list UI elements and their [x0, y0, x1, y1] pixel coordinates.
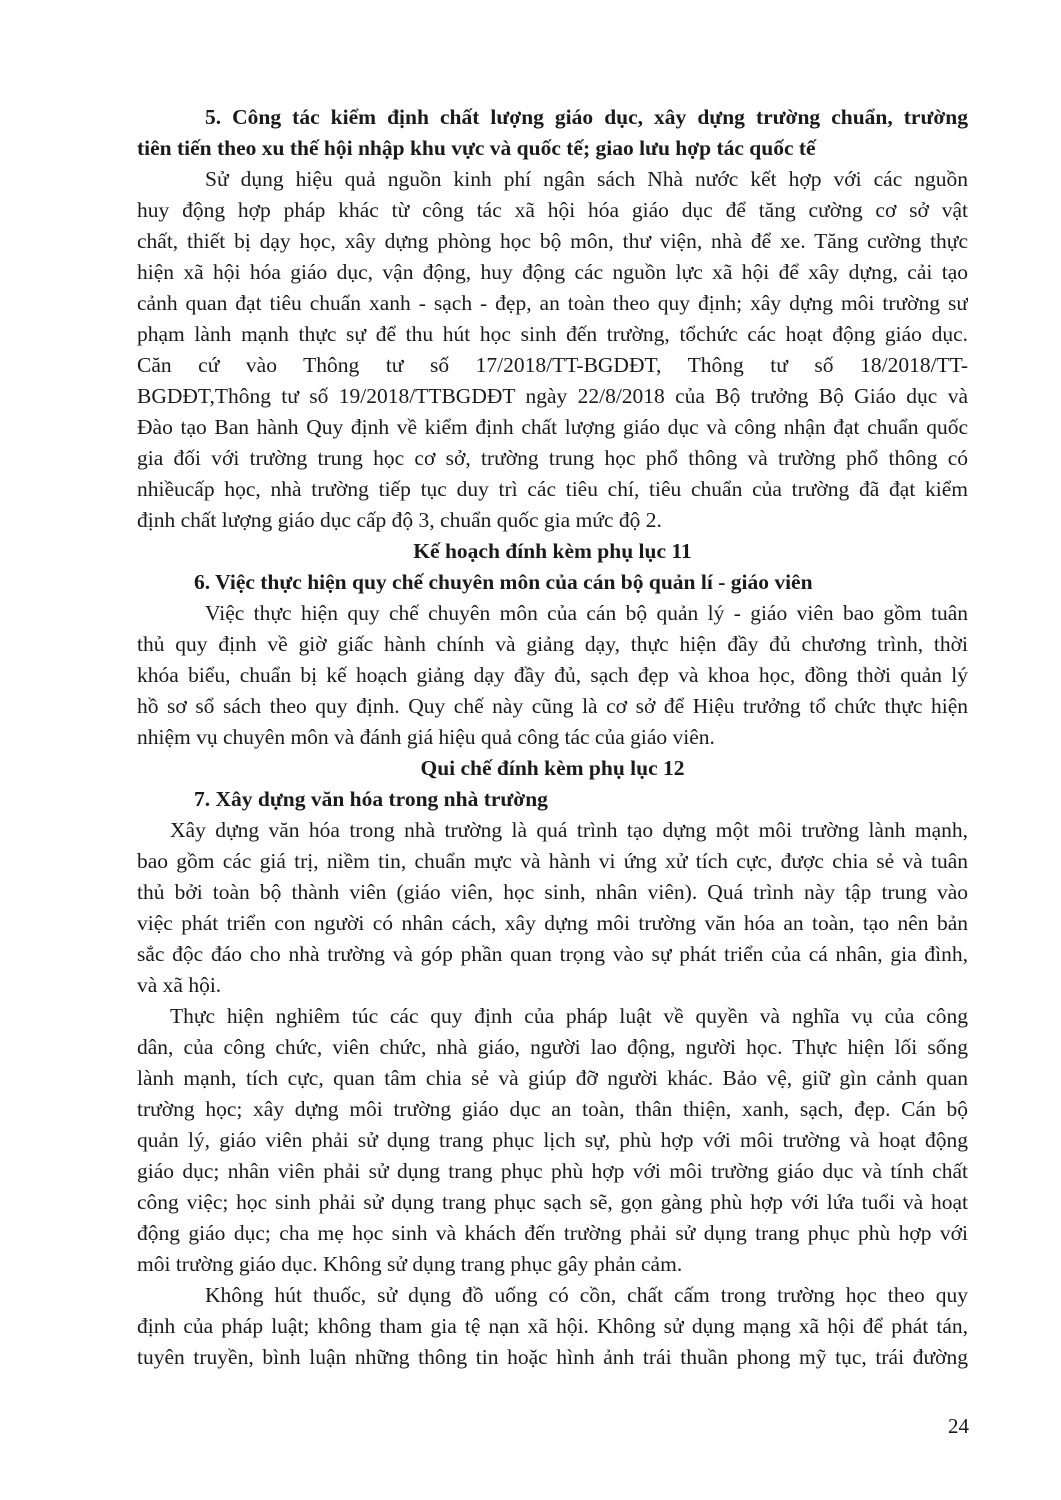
paragraph: [137, 598, 968, 753]
text-line: động giáo dục; cha mẹ học sinh và khách đến trường phải sử dụng trang phục phù hợp với: [137, 1221, 968, 1245]
paragraph: [137, 1001, 968, 1280]
text-line: định của pháp luật; không tham gia tệ nạn xã hội. Không sử dụng mạng xã hội để phát tán,: [137, 1314, 968, 1338]
text-line: công việc; học sinh phải sử dụng trang phục sạch sẽ, gọn gàng phù hợp với lứa tuổi và hoạt: [137, 1190, 968, 1214]
text-line: quản lý, giáo viên phải sử dụng trang phục lịch sự, phù hợp với môi trường và hoạt động: [137, 1128, 968, 1152]
page-number: 24: [948, 1414, 969, 1438]
text-line: môi trường giáo dục. Không sử dụng trang phục gây phản cảm.: [137, 1252, 683, 1276]
text-line: khóa biểu, chuẩn bị kế hoạch giảng dạy đầy đủ, sạch đẹp và khoa học, đồng thời quản lý: [137, 663, 968, 687]
text-line: lành mạnh, tích cực, quan tâm chia sẻ và giúp đỡ người khác. Bảo vệ, giữ gìn cảnh quan: [137, 1066, 968, 1090]
section-heading: [137, 102, 968, 164]
text-line: dân, của công chức, viên chức, nhà giáo, người lao động, người học. Thực hiện lối sống: [137, 1035, 968, 1059]
text-line: Không hút thuốc, sử dụng đồ uống có cồn, chất cấm trong trường học theo quy: [205, 1283, 968, 1307]
text-line: gia đối với trường trung học cơ sở, trường trung học phổ thông và trường phổ thông có: [137, 446, 968, 470]
text-line: BGDĐT,Thông tư số 19/2018/TTBGDĐT ngày 22/8/2018 của Bộ trưởng Bộ Giáo dục và: [137, 384, 968, 408]
text-line: 7. Xây dựng văn hóa trong nhà trường: [194, 787, 548, 811]
section-heading: [137, 567, 968, 598]
text-line: Thực hiện nghiêm túc các quy định của pháp luật về quyền và nghĩa vụ của công: [170, 1004, 968, 1028]
text-line: nhiệm vụ chuyên môn và đánh giá hiệu quả công tác của giáo viên.: [137, 725, 715, 749]
paragraph: [137, 815, 968, 1001]
text-line: tuyên truyền, bình luận những thông tin hoặc hình ảnh trái thuần phong mỹ tục, trái đường: [137, 1345, 968, 1369]
text-line: chất, thiết bị dạy học, xây dựng phòng học bộ môn, thư viện, nhà để xe. Tăng cường thực: [137, 229, 968, 253]
text-line: Xây dựng văn hóa trong nhà trường là quá trình tạo dựng một môi trường lành mạnh,: [170, 818, 968, 842]
paragraph: [137, 1280, 968, 1373]
text-line: thủ quy định về giờ giấc hành chính và giảng dạy, thực hiện đầy đủ chương trình, thời: [137, 632, 968, 656]
text-line: Căn cứ vào Thông tư số 17/2018/TT-BGDĐT, Thông tư số 18/2018/TT-: [137, 353, 968, 377]
text-line: sắc độc đáo cho nhà trường và góp phần quan trọng vào sự phát triển của cá nhân, gia đình,: [137, 942, 968, 966]
text-line: hồ sơ sổ sách theo quy định. Quy chế này cũng là cơ sở để Hiệu trưởng tổ chức thực hiện: [137, 694, 968, 718]
text-line: Đào tạo Ban hành Quy định về kiểm định chất lượng giáo dục và công nhận đạt chuẩn quốc: [137, 415, 968, 439]
text-line: cảnh quan đạt tiêu chuẩn xanh - sạch - đẹp, an toàn theo quy định; xây dựng môi trường sư: [137, 291, 968, 315]
text-line: Kế hoạch đính kèm phụ lục 11: [413, 539, 692, 563]
text-line: huy động hợp pháp khác từ công tác xã hội hóa giáo dục để tăng cường cơ sở vật: [137, 198, 968, 222]
text-line: 6. Việc thực hiện quy chế chuyên môn của cán bộ quản lí - giáo viên: [194, 570, 813, 594]
text-line: Qui chế đính kèm phụ lục 12: [420, 756, 685, 780]
section-heading: [137, 784, 968, 815]
document-body: [137, 102, 968, 1373]
text-line: giáo dục; nhân viên phải sử dụng trang phục phù hợp với môi trường giáo dục và tính chất: [137, 1159, 968, 1183]
appendix-note: [137, 536, 968, 567]
text-line: thủ bởi toàn bộ thành viên (giáo viên, học sinh, nhân viên). Quá trình này tập trung vào: [137, 880, 968, 904]
text-line: và xã hội.: [137, 973, 222, 997]
text-line: nhiềucấp học, nhà trường tiếp tục duy trì các tiêu chí, tiêu chuẩn của trường đã đạt kiểm: [137, 477, 968, 501]
text-line: việc phát triển con người có nhân cách, xây dựng môi trường văn hóa an toàn, tạo nên bản: [137, 911, 968, 935]
text-line: Việc thực hiện quy chế chuyên môn của cán bộ quản lý - giáo viên bao gồm tuân: [205, 601, 968, 625]
text-line: 5. Công tác kiểm định chất lượng giáo dục, xây dựng trường chuẩn, trường: [205, 105, 968, 129]
text-line: Sử dụng hiệu quả nguồn kinh phí ngân sách Nhà nước kết hợp với các nguồn: [205, 167, 968, 191]
paragraph: [137, 164, 968, 536]
appendix-note: [137, 753, 968, 784]
text-line: phạm lành mạnh thực sự để thu hút học sinh đến trường, tổchức các hoạt động giáo dục.: [137, 322, 968, 346]
text-line: định chất lượng giáo dục cấp độ 3, chuẩn quốc gia mức độ 2.: [137, 508, 662, 532]
text-line: bao gồm các giá trị, niềm tin, chuẩn mực và hành vi ứng xử tích cực, được chia sẻ và tuân: [137, 849, 968, 873]
text-line: tiên tiến theo xu thế hội nhập khu vực và quốc tế; giao lưu hợp tác quốc tế: [137, 136, 816, 160]
text-line: hiện xã hội hóa giáo dục, vận động, huy động các nguồn lực xã hội để xây dựng, cải tạo: [137, 260, 968, 284]
text-line: trường học; xây dựng môi trường giáo dục an toàn, thân thiện, xanh, sạch, đẹp. Cán bộ: [137, 1097, 968, 1121]
